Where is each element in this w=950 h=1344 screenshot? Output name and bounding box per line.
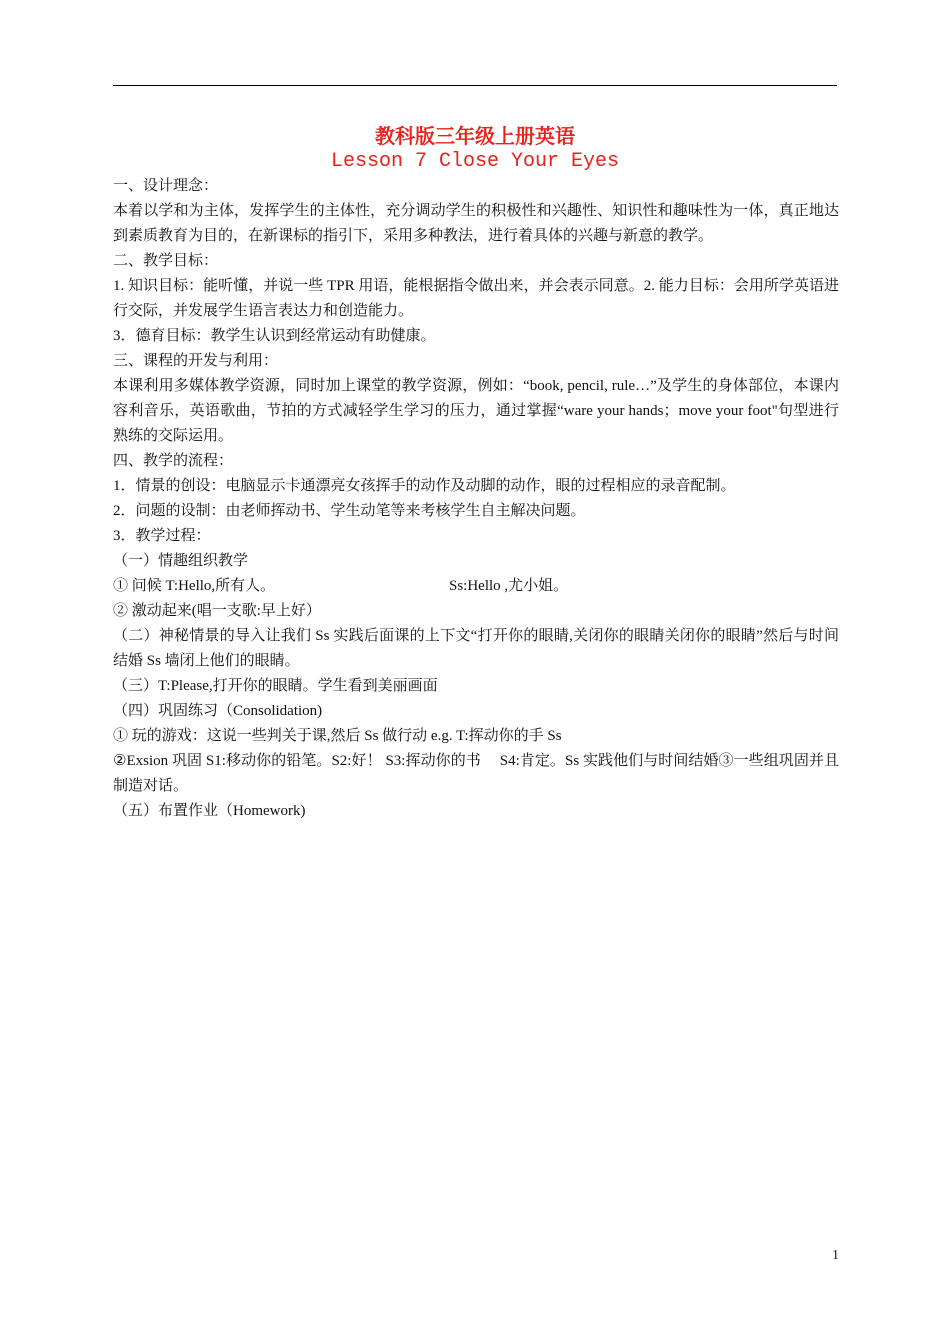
heading-step-one: （一）情趣组织教学 [113,553,249,569]
heading-course-development: 三、课程的开发与利用： [113,353,279,369]
document-body [113,174,839,824]
paragraph-warm-up: ② 激动起来(唱一支歌:早上好） [113,603,321,619]
paragraph-moral-goal: 3．德育目标：教学生认识到经常运动有助健康。 [113,328,436,344]
heading-teaching-goals: 二、教学目标： [113,253,219,269]
page-number: 1 [832,1248,839,1263]
paragraph-design-concept: 本着以学和为主体，发挥学生的主体性，充分调动学生的积极性和兴趣性、知识性和趣味性为一体，真正地达到素质教育为目的，在新课标的指引下，采用多种教法，进行着具体的兴趣与新意的教学。 [113,203,839,244]
heading-step-four: （四）巩固练习（Consolidation) [113,703,323,719]
paragraph-teaching-process: 3．教学过程： [113,528,211,544]
paragraph-step-three: （三）T:Please,打开你的眼睛。学生看到美丽画面 [113,678,438,694]
greeting-teacher: ① 问候 T:Hello,所有人。 [113,578,276,594]
greeting-students: Ss:Hello ,尤小姐。 [449,578,569,594]
paragraph-teaching-goals: 1. 知识目标：能听懂，并说一些 TPR 用语，能根据指令做出来，并会表示同意。2. 能力目标：会用所学英语进行交际，并发展学生语言表达力和创造能力。 [113,278,839,319]
paragraph-question-design: 2．问题的设制：由老师挥动书、学生动笔等来考核学生自主解决问题。 [113,503,586,519]
heading-design-concept: 一、设计理念： [113,178,219,194]
paragraph-course-development: 本课利用多媒体教学资源，同时加上课堂的教学资源，例如：“book, pencil, rule…”及学生的身体部位，本课内容利音乐，英语歌曲，节拍的方式减轻学生学习的压力，通过掌握“ware your hands；move your foot"句型进行熟练的交际运用。 [113,378,839,444]
paragraph-extension: ②Exsion 巩固 S1:移动你的铅笔。S2:好！ S3:挥动你的书 S4:肯定。Ss 实践他们与时间结婚③一些组巩固并且制造对话。 [113,753,839,794]
paragraph-game: ① 玩的游戏：这说一些判关于课,然后 Ss 做行动 e.g. T:挥动你的手 Ss [113,728,562,744]
header-rule [113,85,837,86]
lesson-title: Lesson 7 Close Your Eyes [330,150,620,173]
paragraph-scene-creation: 1．情景的创设：电脑显示卡通漂亮女孩挥手的动作及动脚的动作，眼的过程相应的录音配制。 [113,478,736,494]
greeting-line [113,574,839,599]
heading-homework: （五）布置作业（Homework) [113,803,306,819]
heading-teaching-flow: 四、教学的流程： [113,453,234,469]
document-title: 教科版三年级上册英语 [375,124,575,148]
paragraph-step-two: （二）神秘情景的导入让我们 Ss 实践后面课的上下文“打开你的眼睛,关闭你的眼睛关闭你的眼睛”然后与时间结婚 Ss 墙闭上他们的眼睛。 [113,628,839,669]
